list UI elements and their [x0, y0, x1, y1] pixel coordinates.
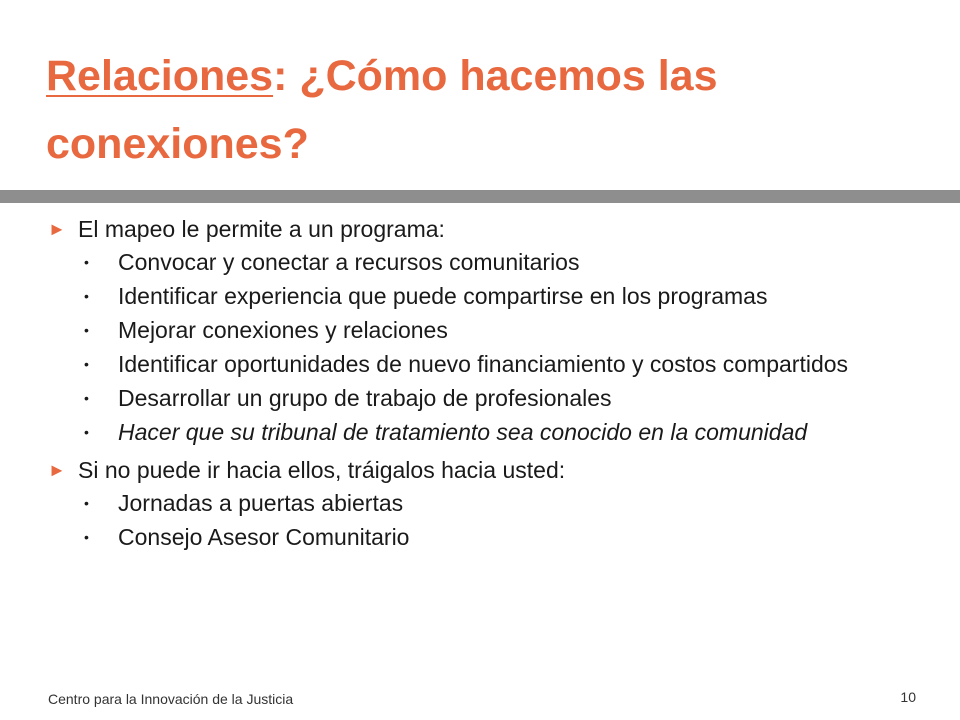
sub-point-label: Jornadas a puertas abiertas [118, 490, 404, 516]
sub-point [46, 525, 906, 550]
page-number: 10 [900, 689, 916, 705]
dot-icon: • [84, 356, 89, 372]
dot-icon: • [84, 390, 89, 406]
sub-point-label: Identificar oportunidades de nuevo financiamiento y costos compartidos [118, 351, 849, 377]
sub-point-label: Identificar experiencia que puede compartirse en los programas [118, 283, 768, 309]
footer-organization: Centro para la Innovación de la Justicia [48, 691, 294, 707]
sub-point [46, 284, 906, 309]
sub-point [46, 491, 906, 516]
dot-icon: • [84, 288, 89, 304]
main-point-mapping [46, 214, 906, 244]
sub-point-label: Desarrollar un grupo de trabajo de profesionales [118, 385, 612, 411]
dot-icon: • [84, 424, 89, 440]
sub-point-label: Convocar y conectar a recursos comunitarios [118, 249, 580, 275]
title-divider [0, 190, 960, 203]
main-point-bring-them [46, 455, 906, 485]
sub-point [46, 386, 906, 411]
sub-point [46, 318, 906, 343]
sub-point-label: Hacer que su tribunal de tratamiento sea conocido en la comunidad [118, 419, 808, 445]
right-pointer-icon: ► [48, 460, 66, 480]
main-point-label: El mapeo le permite a un programa: [78, 216, 445, 242]
slide-title [46, 42, 926, 178]
main-point-label: Si no puede ir hacia ellos, tráigalos hacia usted: [78, 457, 566, 483]
sub-point [46, 250, 906, 275]
title-link-relaciones[interactable]: Relaciones [46, 52, 274, 100]
slide-body [46, 214, 906, 559]
right-pointer-icon: ► [48, 219, 66, 239]
dot-icon: • [84, 322, 89, 338]
dot-icon: • [84, 529, 89, 545]
sub-point-label: Mejorar conexiones y relaciones [118, 317, 448, 343]
title-text: : ¿Cómo hacemos las conexiones? [46, 52, 718, 168]
sub-point-italic [46, 420, 906, 445]
sub-point [46, 352, 906, 377]
dot-icon: • [84, 254, 89, 270]
sub-point-label: Consejo Asesor Comunitario [118, 524, 410, 550]
dot-icon: • [84, 495, 89, 511]
